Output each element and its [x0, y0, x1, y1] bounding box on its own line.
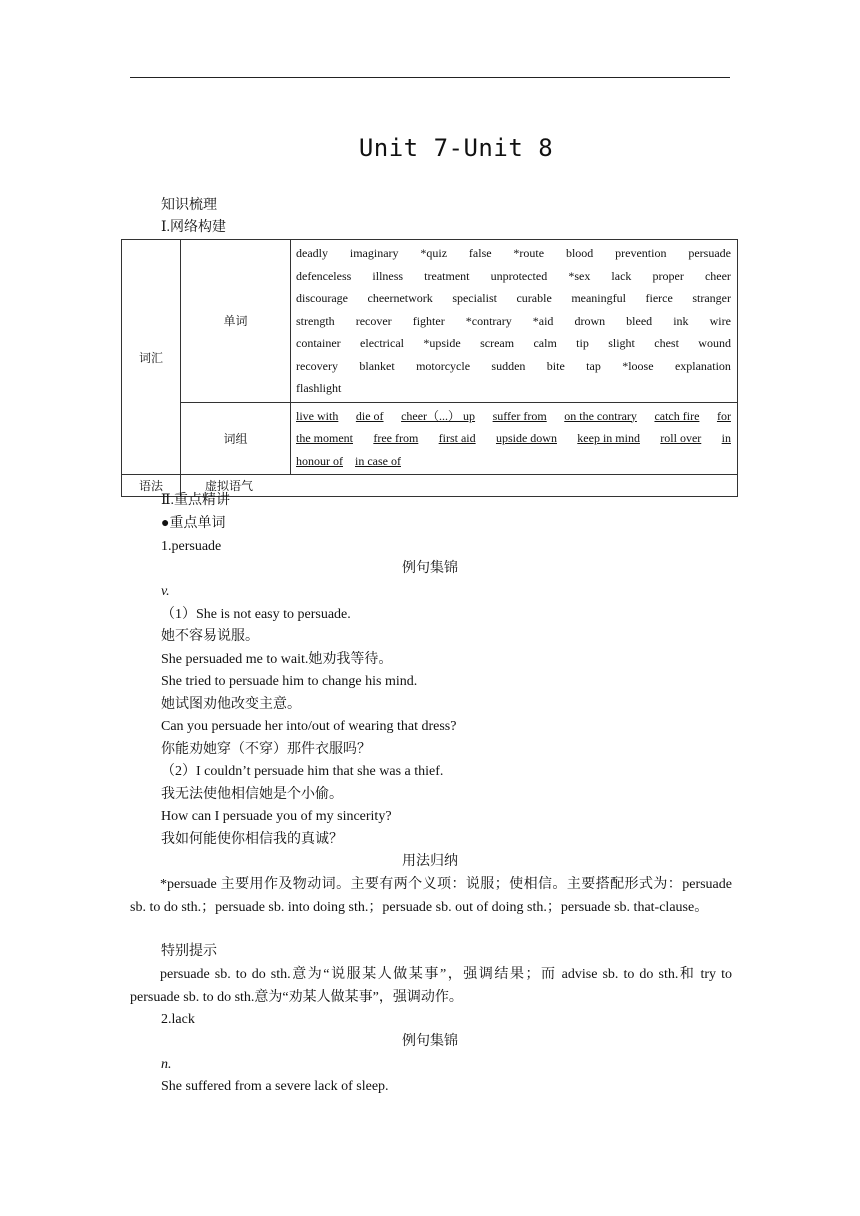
vocab-word: defenceless: [296, 268, 352, 283]
section-heading: 知识梳理: [161, 198, 217, 213]
example-7-en: She suffered from a severe lack of sleep.: [161, 1079, 389, 1094]
vocab-phrase: in: [721, 431, 731, 445]
vocab-word: explanation: [674, 358, 731, 373]
part1-heading: Ⅰ.网络构建: [161, 220, 227, 235]
pos-verb: v.: [161, 584, 170, 599]
vocab-word: fighter: [412, 313, 445, 328]
vocab-word: sudden: [491, 358, 526, 373]
word-row: [296, 310, 731, 333]
example-3-cn: 她试图劝他改变主意。: [161, 697, 301, 712]
part2-heading: Ⅱ.重点精讲: [161, 493, 231, 508]
item2-heading: 2.lack: [161, 1012, 195, 1027]
vocab-phrase: cheer（...） up: [401, 408, 476, 423]
vocab-word: *aid: [532, 313, 554, 328]
words-label: 单词: [181, 240, 291, 403]
vocab-word: scream: [480, 336, 515, 350]
vocab-phrase: free from: [373, 431, 419, 445]
examples-heading-2: 例句集锦: [402, 1034, 458, 1049]
vocab-word: cheernetwork: [367, 291, 433, 305]
vocab-phrase: for: [716, 408, 731, 423]
header-rule: [130, 77, 730, 78]
vocab-word: deadly: [296, 246, 328, 260]
word-list: [296, 242, 731, 400]
vocab-word: discourage: [296, 291, 348, 305]
vocab-phrase: live with: [296, 408, 339, 423]
phrases-cell: [291, 402, 738, 475]
usage-paragraph: [130, 874, 732, 919]
example-1-en: （1）She is not easy to persuade.: [161, 607, 351, 622]
vocab-word: drown: [574, 313, 606, 328]
phrase-row: [296, 427, 731, 450]
vocab-phrase: roll over: [660, 431, 702, 445]
vocab-phrase: honour of: [296, 453, 343, 468]
vocab-word: slight: [608, 336, 635, 350]
pos-noun: n.: [161, 1057, 172, 1072]
vocab-phrase: in case of: [355, 453, 401, 468]
vocab-phrase: on the contrary: [564, 408, 637, 423]
key-words-heading: ●重点单词: [161, 516, 226, 531]
vocab-word: *sex: [568, 268, 591, 283]
vocab-word: specialist: [452, 291, 497, 305]
vocab-word: electrical: [360, 336, 404, 350]
vocab-word: lack: [611, 268, 632, 283]
vocab-word: wire: [709, 313, 731, 328]
vocab-word: strength: [296, 313, 335, 328]
vocab-word: *quiz: [420, 246, 448, 260]
vocab-phrase: upside down: [495, 431, 557, 445]
vocab-phrase: the moment: [296, 431, 353, 445]
grammar-value: 虚拟语气: [205, 479, 254, 493]
vocab-word: chest: [654, 336, 679, 350]
example-5-cn: 我无法使他相信她是个小偷。: [161, 787, 343, 802]
vocab-word: illness: [372, 268, 404, 283]
vocab-word: fierce: [645, 291, 673, 305]
vocab-word: calm: [533, 336, 557, 350]
tip-text: persuade sb. to do sth.意为“说服某人做某事”，强调结果；而 advise sb. to do sth.和 try to persuade sb. to do sth.意为“劝某人做某事”，强调动作。: [130, 967, 732, 1005]
word-row: [296, 287, 731, 310]
vocab-word: unprotected: [490, 268, 548, 283]
usage-heading: 用法归纳: [402, 854, 458, 869]
vocab-word: tip: [576, 336, 589, 350]
vocab-phrase: first aid: [438, 431, 476, 445]
word-row: [296, 377, 731, 400]
vocab-phrase: die of: [355, 408, 384, 423]
vocab-word: wound: [698, 336, 731, 350]
vocab-word: *route: [513, 246, 545, 260]
vocab-word: ink: [673, 313, 689, 328]
example-6-cn: 我如何能使你相信我的真诚？: [161, 832, 343, 847]
grammar-cell: [181, 475, 738, 497]
phrase-list: [296, 405, 731, 473]
vocab-word: stranger: [692, 291, 731, 305]
word-row: [296, 355, 731, 378]
vocab-word: treatment: [424, 268, 470, 283]
vocab-word: blanket: [359, 358, 395, 373]
vocab-table: [121, 239, 738, 497]
example-4-en: Can you persuade her into/out of wearing that dress?: [161, 719, 457, 734]
vocab-label: 词汇: [122, 240, 181, 475]
vocab-word: flashlight: [296, 381, 342, 395]
vocab-word: false: [468, 246, 492, 260]
words-cell: [291, 240, 738, 403]
vocab-phrase: suffer from: [492, 408, 547, 423]
examples-heading: 例句集锦: [402, 561, 458, 576]
vocab-word: recover: [355, 313, 392, 328]
vocab-word: cheer: [704, 268, 731, 283]
vocab-word: motorcycle: [416, 358, 471, 373]
example-1-cn: 她不容易说服。: [161, 629, 259, 644]
phrase-row: [296, 405, 731, 428]
vocab-word: *contrary: [465, 313, 512, 328]
vocab-word: tap: [586, 358, 601, 373]
vocab-phrase: keep in mind: [577, 431, 640, 445]
vocab-word: blood: [565, 246, 594, 260]
vocab-word: persuade: [688, 246, 731, 260]
word-row: [296, 242, 731, 265]
word-row: [296, 265, 731, 288]
vocab-phrase: catch fire: [654, 408, 700, 423]
vocab-word: meaningful: [571, 291, 626, 305]
vocab-word: bleed: [626, 313, 653, 328]
vocab-word: bite: [546, 358, 565, 373]
phrases-label: 词组: [181, 402, 291, 475]
vocab-word: *loose: [622, 358, 654, 373]
vocab-word: imaginary: [349, 246, 399, 260]
vocab-word: curable: [516, 291, 552, 305]
vocab-word: proper: [652, 268, 684, 283]
example-4-cn: 你能劝她穿（不穿）那件衣服吗？: [161, 742, 371, 757]
tip-heading: 特别提示: [161, 944, 217, 959]
example-6-en: How can I persuade you of my sincerity?: [161, 809, 392, 824]
vocab-word: prevention: [615, 246, 667, 260]
usage-text: *persuade 主要用作及物动词。主要有两个义项：说服；使相信。主要搭配形式为：persuade sb. to do sth.；persuade sb. into doing sth.；persuade sb. out of doing sth.；persuade sb. that-clause。: [130, 877, 732, 915]
word-row: [296, 332, 731, 355]
vocab-word: recovery: [296, 358, 338, 373]
page-title: Unit 7-Unit 8: [358, 134, 554, 162]
example-3-en: She tried to persuade him to change his mind.: [161, 674, 418, 689]
tip-paragraph: [130, 964, 732, 1009]
example-2: She persuaded me to wait.她劝我等待。: [161, 652, 393, 667]
vocab-word: *upside: [423, 336, 461, 350]
phrase-row: [296, 450, 731, 473]
vocab-word: container: [296, 336, 341, 350]
item1-heading: 1.persuade: [161, 539, 222, 554]
example-5-en: （2）I couldn’t persuade him that she was a thief.: [161, 764, 444, 779]
grammar-label: 语法: [122, 475, 181, 497]
